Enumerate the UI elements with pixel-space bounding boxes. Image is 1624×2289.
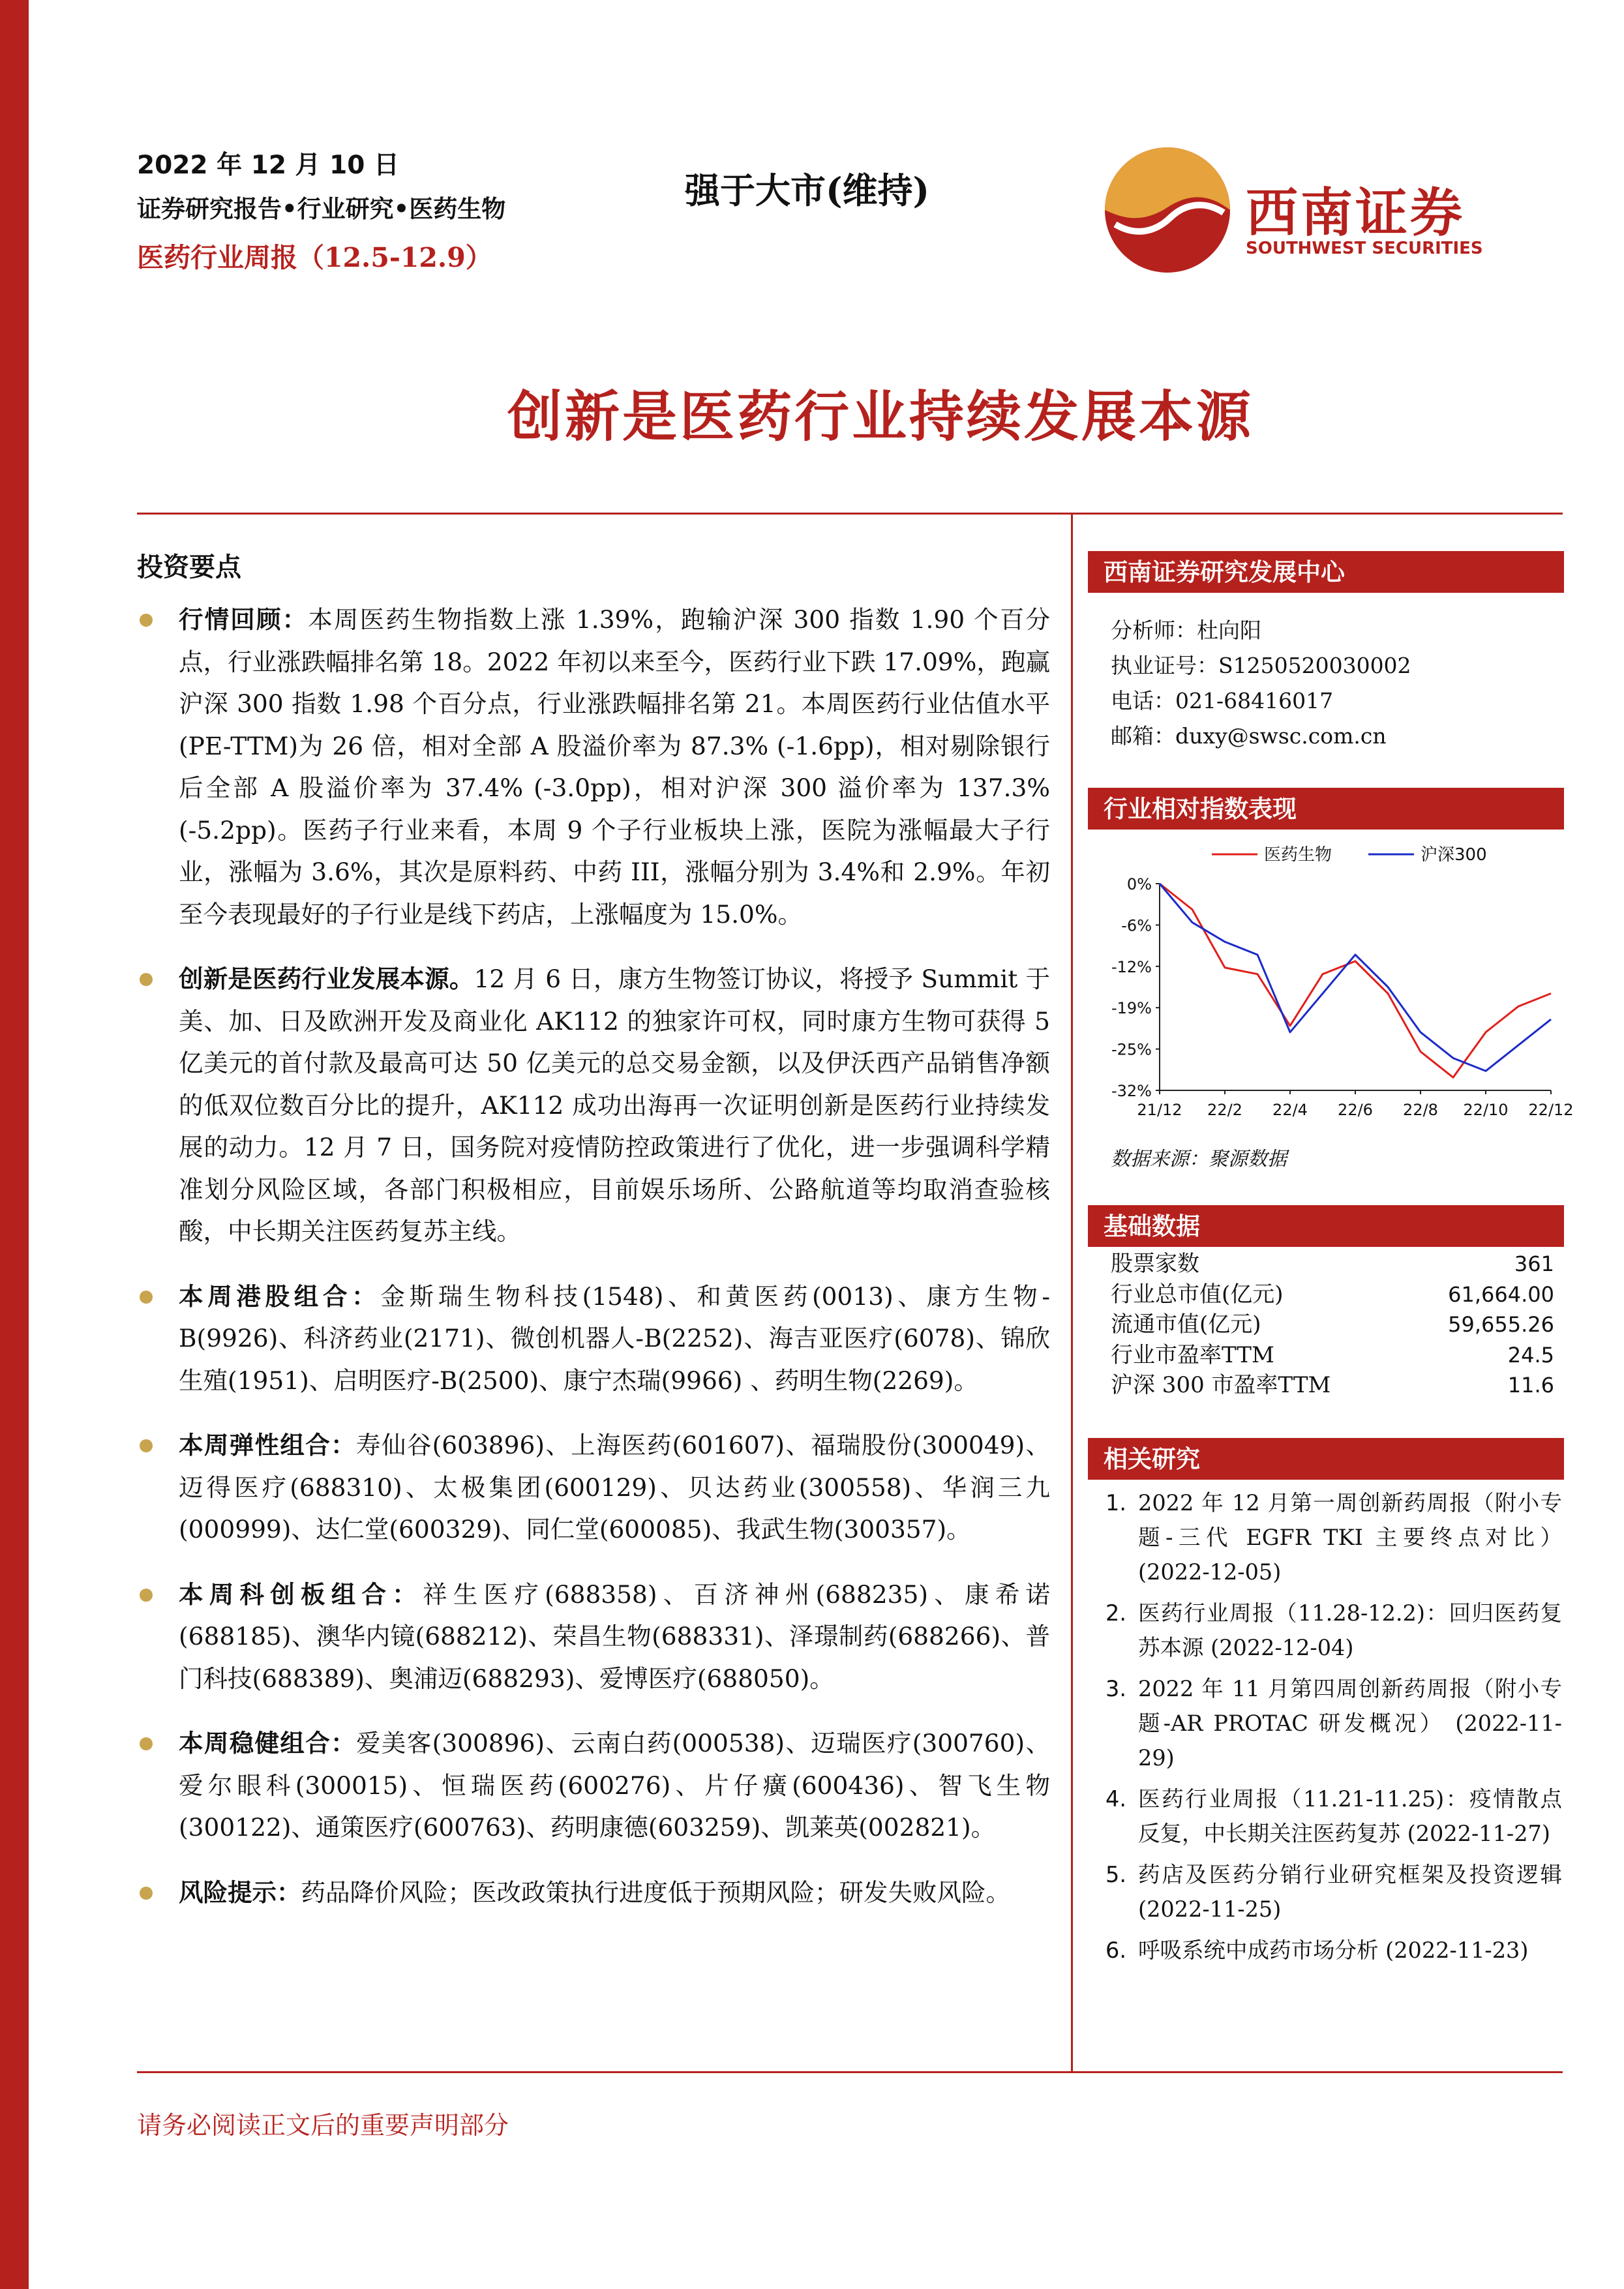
basic-data-label: 沪深 300 市盈率TTM [1111, 1372, 1331, 1398]
basic-data-label: 行业市盈率TTM [1111, 1341, 1274, 1368]
chart-legend-label: 沪深300 [1421, 845, 1487, 865]
chart-y-tick-label: -6% [1121, 916, 1152, 935]
related-research-title: 2022 年 11 月第四周创新药周报（附小专题-AR PROTAC 研发概况） (2022-11-29) [1138, 1676, 1562, 1771]
basic-data-row [1111, 1279, 1554, 1310]
report-title: 创新是医药行业持续发展本源 [507, 384, 1254, 449]
basic-data-value: 59,655.26 [1448, 1312, 1554, 1337]
investment-bullet [137, 958, 1050, 1253]
bullet-text: 爱美客(300896)、云南白药(000538)、迈瑞医疗(300760)、爱尔眼科(300015)、恒瑞医药(600276)、片仔癀(600436)、智飞生物(300122)、通策医疗(600763)、药明康德(603259)、凯莱英(002821)。 [179, 1729, 1050, 1842]
related-research-item[interactable] [1105, 1486, 1562, 1589]
investment-bullet [137, 1722, 1050, 1849]
index-chart-heading: 行业相对指数表现 [1088, 788, 1564, 830]
chart-x-tick-label: 22/8 [1403, 1101, 1438, 1119]
investment-bullet [137, 1574, 1050, 1700]
relative-index-chart [1088, 835, 1574, 1128]
basic-data-value: 361 [1514, 1251, 1554, 1276]
chart-y-tick-label: -32% [1111, 1082, 1152, 1100]
column-divider [1071, 515, 1073, 2072]
bullet-text: 祥生医疗(688358)、百济神州(688235)、康希诺(688185)、澳华内镜(688212)、荣昌生物(688331)、泽璟制药(688266)、普门科技(688389)、奥浦迈(688293)、爱博医疗(688050)。 [179, 1579, 1050, 1693]
research-center-heading: 西南证券研究发展中心 [1088, 551, 1564, 593]
bullet-text: 药品降价风险；医改政策执行进度低于预期风险；研发失败风险。 [301, 1878, 1010, 1907]
related-research-title: 2022 年 12 月第一周创新药周报（附小专题-三代 EGFR TKI 主要终点对比） (2022-12-05) [1138, 1490, 1562, 1585]
chart-y-tick-label: -12% [1111, 957, 1152, 976]
investment-bullet [137, 1424, 1050, 1551]
basic-data-heading: 基础数据 [1088, 1205, 1564, 1247]
related-research-number: 6. [1105, 1937, 1126, 1963]
related-research-number: 5. [1105, 1862, 1126, 1887]
chart-x-tick-label: 22/6 [1338, 1101, 1373, 1119]
bullet-text: 本周医药生物指数上涨 1.39%，跑输沪深 300 指数 1.90 个百分点，行业涨跌幅排名第 18。2022 年初以来至今，医药行业下跌 17.09%，跑赢沪深 300 指数 1.98 个百分点，行业涨跌幅排名第 21。本周医药行业估值水平(PE-TTM)为 26 倍，相对全部 A 股溢价率为 87.3% (-1.6pp)，相对剔除银行后全部 A 股溢价率为 37.4% (-3.0pp)，相对沪深 300 溢价率为 137.3% (-5.2pp)。医药子行业来看，本周 9 个子行业板块上涨，医院为涨幅最大子行业，涨幅为 3.6%，其次是原料药、中药 III，涨幅分别为 3.4%和 2.9%。年初至今表现最好的子行业是线下药店，上涨幅度为 15.0%。 [179, 605, 1050, 929]
investment-bullet [137, 1872, 1050, 1914]
basic-data-value: 24.5 [1507, 1342, 1554, 1368]
related-research-title: 医药行业周报（11.28-12.2)：回归医药复苏本源 (2022-12-04) [1138, 1600, 1562, 1660]
chart-x-tick-label: 22/12 [1528, 1101, 1574, 1119]
bullet-key: 风险提示： [179, 1878, 301, 1907]
chart-series-line [1160, 884, 1551, 1077]
related-research-heading: 相关研究 [1088, 1438, 1564, 1480]
related-research-number: 3. [1105, 1676, 1126, 1701]
basic-data-row [1111, 1370, 1554, 1401]
basic-data-value: 11.6 [1507, 1373, 1554, 1398]
report-series: 医药行业周报（12.5-12.9） [137, 242, 492, 273]
disclaimer-note: 请务必阅读正文后的重要声明部分 [137, 2111, 509, 2140]
bullet-text: 金斯瑞生物科技(1548)、和黄医药(0013)、康方生物-B(9926)、科济药业(2171)、微创机器人-B(2252)、海吉亚医疗(6078)、锦欣生殖(1951)、启明医疗-B(2500)、康宁杰瑞(9966) 、药明生物(2269)。 [179, 1281, 1051, 1395]
related-research-item[interactable] [1105, 1671, 1562, 1775]
basic-data-row [1111, 1309, 1554, 1340]
bullet-text: 12 月 6 日，康方生物签订协议，将授予 Summit 于美、加、日及欧洲开发及商业化 AK112 的独家许可权，同时康方生物可获得 5 亿美元的首付款及最高可达 50 亿美元的总交易金额，以及伊沃西产品销售净额的低双位数百分比的提升，AK112 成功出海再一次证明创新是医药行业持续发展的动力。12 月 7 日，国务院对疫情防控政策进行了优化，进一步强调科学精准划分风险区域，各部门积极相应，目前娱乐场所、公路航道等均取消查验核酸，中长期关注医药复苏主线。 [179, 965, 1051, 1246]
basic-data-row [1111, 1249, 1554, 1279]
bullet-key: 本周港股组合： [179, 1281, 381, 1311]
investment-bullets [137, 599, 1050, 1936]
related-research-item[interactable] [1105, 1782, 1562, 1851]
bullet-key: 创新是医药行业发展本源。 [179, 965, 474, 993]
company-name-en: SOUTHWEST SECURITIES [1246, 239, 1483, 258]
basic-data-table [1111, 1249, 1554, 1401]
analyst-license: 执业证号：S1250520030002 [1111, 653, 1411, 678]
investment-bullet [137, 1276, 1050, 1402]
basic-data-value: 61,664.00 [1448, 1281, 1554, 1307]
chart-x-tick-label: 22/4 [1272, 1101, 1308, 1119]
bullet-text: 寿仙谷(603896)、上海医药(601607)、福瑞股份(300049)、迈得医疗(688310)、太极集团(600129)、贝达药业(300558)、华润三九(000999)、达仁堂(600329)、同仁堂(600085)、我武生物(300357)。 [179, 1431, 1050, 1544]
related-research-item[interactable] [1105, 1933, 1562, 1967]
bullet-key: 本周科创板组合： [179, 1579, 423, 1609]
header-divider [137, 513, 1563, 515]
basic-data-label: 行业总市值(亿元) [1111, 1281, 1284, 1308]
chart-legend-label: 医药生物 [1264, 845, 1332, 865]
chart-source: 数据来源：聚源数据 [1111, 1148, 1287, 1171]
chart-y-tick-label: -25% [1111, 1040, 1152, 1059]
left-accent-bar [0, 0, 29, 2289]
basic-data-label: 流通市值(亿元) [1111, 1311, 1261, 1338]
related-research-number: 2. [1105, 1600, 1126, 1626]
bullet-key: 本周弹性组合： [179, 1431, 357, 1459]
related-research-title: 药店及医药分销行业研究框架及投资逻辑 (2022-11-25) [1138, 1862, 1562, 1922]
company-logo-icon [1102, 145, 1233, 275]
report-date: 2022 年 12 月 10 日 [137, 151, 399, 180]
related-research-item[interactable] [1105, 1857, 1562, 1926]
analyst-info [1111, 613, 1567, 754]
bullet-key: 行情回顾： [179, 605, 308, 634]
related-research-item[interactable] [1105, 1596, 1562, 1665]
basic-data-label: 股票家数 [1111, 1251, 1199, 1277]
analyst-email[interactable]: 邮箱：duxy@swsc.com.cn [1111, 723, 1387, 749]
related-research-number: 4. [1105, 1786, 1126, 1812]
chart-x-tick-label: 22/2 [1207, 1101, 1242, 1119]
chart-y-tick-label: 0% [1126, 875, 1152, 893]
report-category: 证券研究报告•行业研究•医药生物 [137, 194, 506, 223]
chart-series-line [1160, 884, 1551, 1071]
investment-bullet [137, 599, 1050, 935]
footer-divider [137, 2071, 1563, 2073]
analyst-phone: 电话：021-68416017 [1111, 688, 1334, 713]
industry-rating: 强于大市(维持) [685, 170, 930, 211]
investment-heading: 投资要点 [137, 552, 241, 582]
chart-x-tick-label: 22/10 [1463, 1101, 1509, 1119]
analyst-name: 分析师：杜向阳 [1111, 618, 1261, 643]
related-research-title: 医药行业周报（11.21-11.25)：疫情散点反复，中长期关注医药复苏 (2022-11-27) [1138, 1786, 1562, 1846]
related-research-title: 呼吸系统中成药市场分析 (2022-11-23) [1138, 1937, 1529, 1963]
related-research-number: 1. [1105, 1490, 1126, 1516]
chart-y-tick-label: -19% [1111, 999, 1152, 1018]
basic-data-row [1111, 1340, 1554, 1371]
chart-x-tick-label: 21/12 [1137, 1101, 1182, 1119]
related-research-list [1105, 1486, 1562, 1974]
company-name-cn: 西南证券 [1246, 182, 1465, 243]
bullet-key: 本周稳健组合： [179, 1729, 357, 1758]
